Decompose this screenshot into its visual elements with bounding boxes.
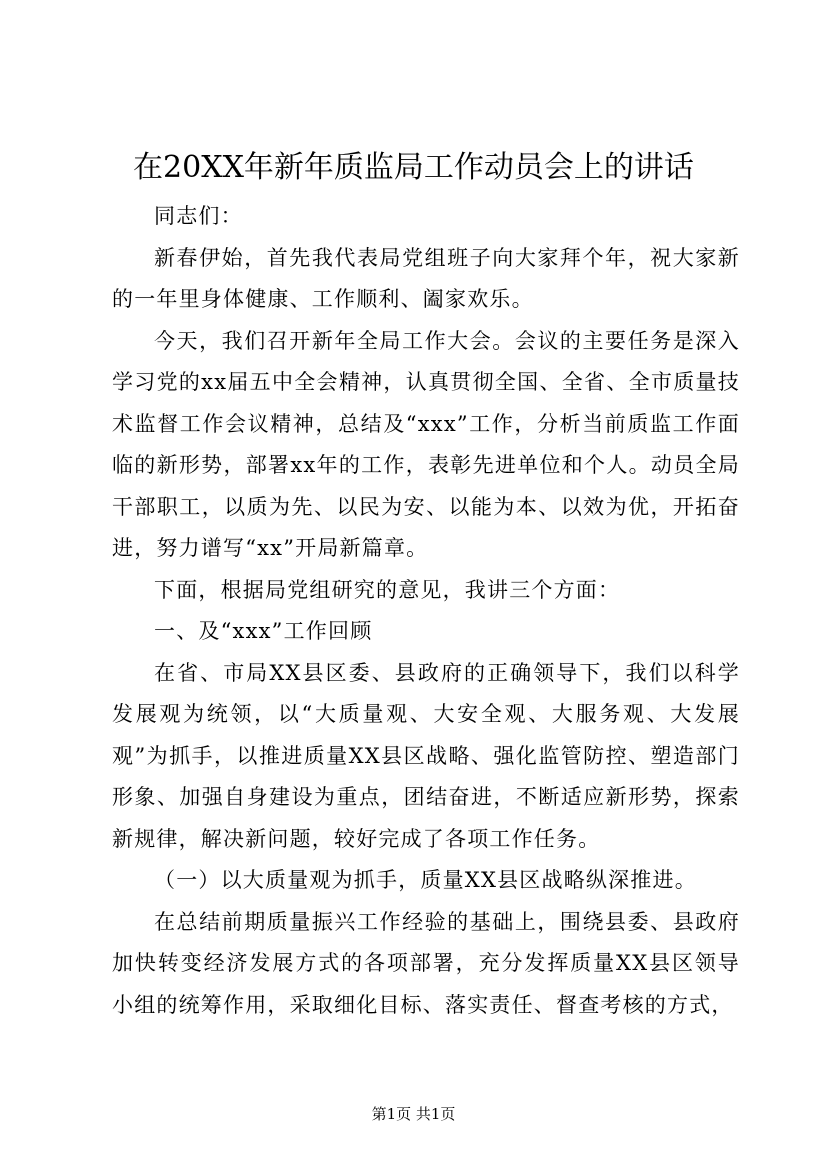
paragraph-meeting-purpose: 今天，我们召开新年全局工作大会。会议的主要任务是深入学习党的xx届五中全会精神，认真贯彻全国、全省、全市质量技术监督工作会议精神，总结及“xxx”工作，分析当前质监工作面临的新形势，部署xx年的工作，表彰先进单位和个人。动员全局干部职工，以质为先、以民为安、以能为本、以效为优，开拓奋进，努力谱写“xx”开局新篇章。 <box>112 328 740 560</box>
subsection-heading-quality: （一）以大质量观为抓手，质量XX县区战略纵深推进。 <box>154 868 697 892</box>
document-body <box>112 196 740 1026</box>
paragraph-outline-intro: 下面，根据局党组研究的意见，我讲三个方面： <box>154 577 621 602</box>
document-title: 在20XX年新年质监局工作动员会上的讲话 <box>133 150 694 185</box>
page-footer: 第1页 共1页 <box>371 1105 456 1123</box>
section-heading-review: 一、及“xxx”工作回顾 <box>154 619 373 643</box>
paragraph-salutation: 同志们： <box>154 204 243 228</box>
paragraph-quality-strategy: 在总结前期质量振兴工作经验的基础上，围绕县委、县政府加快转变经济发展方式的各项部署，充分发挥质量XX县区领导小组的统筹作用，采取细化目标、落实责任、督查考核的方式， <box>112 909 740 1017</box>
paragraph-greeting: 新春伊始，首先我代表局党组班子向大家拜个年，祝大家新的一年里身体健康、工作顺利、阖家欢乐。 <box>112 245 740 311</box>
paragraph-review-summary: 在省、市局XX县区委、县政府的正确领导下，我们以科学发展观为统领，以“大质量观、大安全观、大服务观、大发展观”为抓手，以推进质量XX县区战略、强化监管防控、塑造部门形象、加强自身建设为重点，团结奋进，不断适应新形势，探索新规律，解决新问题，较好完成了各项工作任务。 <box>112 660 740 851</box>
